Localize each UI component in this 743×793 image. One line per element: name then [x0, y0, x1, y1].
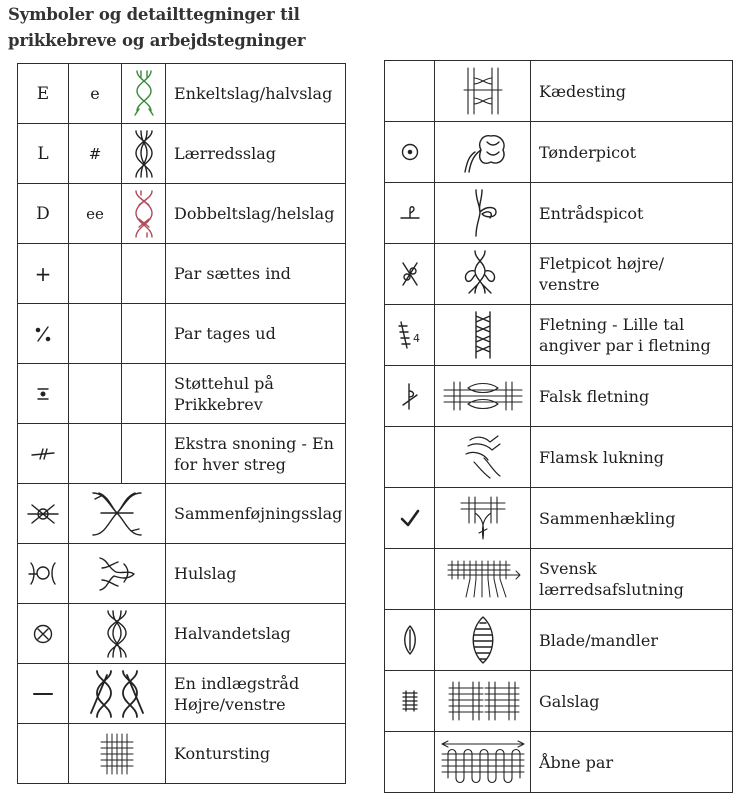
plait-picot-symbol-icon	[397, 259, 423, 289]
figure-cell	[435, 61, 531, 122]
code-cell	[18, 484, 69, 544]
swedish-cloth-finish-icon	[440, 557, 526, 601]
code-cell	[18, 664, 69, 724]
code-cell	[385, 122, 435, 183]
empty-cell	[69, 364, 122, 424]
table-row	[385, 671, 733, 732]
support-hole-icon	[35, 386, 51, 402]
empty-cell	[385, 549, 435, 610]
figure-cell	[435, 122, 531, 183]
leaf-symbol-icon	[403, 624, 417, 656]
table-row	[385, 488, 733, 549]
whole-stitch-red-icon	[131, 189, 157, 239]
empty-cell	[122, 304, 166, 364]
empty-cell	[385, 732, 435, 793]
table-row	[385, 427, 733, 488]
symbol-label: Galslag	[531, 671, 733, 732]
symbol-label: Svensk lærredsafslutning	[531, 549, 733, 610]
empty-cell	[385, 61, 435, 122]
single-thread-picot-symbol-icon	[398, 205, 422, 221]
figure-cell	[69, 724, 166, 784]
empty-cell	[69, 424, 122, 484]
extra-twist-icon	[30, 447, 56, 461]
alt-code-cell: ee	[69, 184, 122, 244]
hole-stitch-diagram-icon	[94, 554, 140, 594]
inlay-thread-diagram-icon	[87, 669, 147, 719]
title-line-2: prikkebreve og arbejdstegninger	[8, 31, 306, 50]
figure-cell	[435, 610, 531, 671]
code-cell	[18, 304, 69, 364]
figure-cell	[122, 124, 166, 184]
alt-code-cell: #	[69, 124, 122, 184]
left-symbol-table	[17, 63, 346, 784]
single-thread-picot-diagram-icon	[460, 188, 506, 238]
page-title	[8, 2, 305, 54]
figure-cell	[69, 604, 166, 664]
code-cell	[385, 305, 435, 366]
code-cell: L	[18, 124, 69, 184]
remove-pair-icon	[35, 325, 51, 343]
table-row	[18, 484, 346, 544]
symbol-label: Dobbeltslag/helslag	[166, 184, 346, 244]
table-row	[385, 61, 733, 122]
plait-symbol-icon	[395, 318, 425, 352]
symbol-label: Kontursting	[166, 724, 346, 784]
figure-cell	[122, 64, 166, 124]
table-row	[18, 304, 346, 364]
table-row	[385, 183, 733, 244]
code-cell	[385, 610, 435, 671]
code-cell	[385, 183, 435, 244]
title-line-1: Symboler og detailttegninger til	[8, 5, 300, 24]
right-symbol-table	[384, 60, 733, 793]
figure-cell	[69, 664, 166, 724]
figure-cell	[122, 184, 166, 244]
empty-cell	[18, 724, 69, 784]
false-plait-symbol-icon	[399, 381, 421, 411]
symbol-label: Falsk fletning	[531, 366, 733, 427]
symbol-label: Sammenhækling	[531, 488, 733, 549]
open-pairs-diagram-icon	[438, 738, 528, 786]
chain-stitch-icon	[460, 66, 506, 116]
flemish-closure-icon	[460, 432, 506, 482]
table-row	[385, 244, 733, 305]
code-cell: E	[18, 64, 69, 124]
check-mark-icon	[399, 508, 421, 528]
figure-cell	[69, 484, 166, 544]
alt-code-cell: e	[69, 64, 122, 124]
symbol-label: Kædesting	[531, 61, 733, 122]
code-cell	[18, 244, 69, 304]
symbol-label: Tønderpicot	[531, 122, 733, 183]
table-row	[18, 244, 346, 304]
code-cell	[385, 366, 435, 427]
false-plait-diagram-icon	[440, 376, 526, 416]
figure-cell	[435, 305, 531, 366]
symbol-label: Enkeltslag/halvslag	[166, 64, 346, 124]
figure-cell	[435, 549, 531, 610]
symbol-label: Støttehul på Prikkebrev	[166, 364, 346, 424]
barrel-picot-symbol-icon	[400, 142, 420, 162]
cloth-stitch-icon	[131, 129, 157, 179]
empty-cell	[69, 244, 122, 304]
table-row	[385, 366, 733, 427]
joining-stitch-diagram-icon	[89, 491, 145, 537]
symbol-label: Par tages ud	[166, 304, 346, 364]
code-cell	[18, 364, 69, 424]
empty-cell	[122, 424, 166, 484]
table-row	[385, 549, 733, 610]
code-cell	[385, 671, 435, 732]
figure-cell	[435, 366, 531, 427]
plait-pair-number: 4	[412, 332, 420, 345]
symbol-label: Flamsk lukning	[531, 427, 733, 488]
hole-stitch-symbol-icon	[27, 560, 59, 588]
table-row	[18, 724, 346, 784]
symbol-label: Sammenføjningsslag	[166, 484, 346, 544]
symbol-label: Halvandetslag	[166, 604, 346, 664]
inlay-thread-symbol-icon	[32, 689, 54, 699]
plait-diagram-icon	[468, 310, 498, 360]
table-row	[18, 364, 346, 424]
table-row	[385, 610, 733, 671]
table-row	[18, 604, 346, 664]
empty-cell	[122, 364, 166, 424]
code-cell	[385, 244, 435, 305]
table-row	[385, 732, 733, 793]
one-and-half-stitch-diagram-icon	[102, 609, 132, 659]
symbol-label: Åbne par	[531, 732, 733, 793]
crochet-join-diagram-icon	[455, 493, 511, 543]
table-row	[18, 664, 346, 724]
empty-cell	[385, 427, 435, 488]
symbol-label: Fletpicot højre/ venstre	[531, 244, 733, 305]
figure-cell	[435, 244, 531, 305]
code-cell	[18, 604, 69, 664]
code-cell: D	[18, 184, 69, 244]
empty-cell	[122, 244, 166, 304]
contour-stitch-icon	[97, 732, 137, 776]
figure-cell	[435, 427, 531, 488]
code-cell	[18, 424, 69, 484]
code-cell	[18, 544, 69, 604]
symbol-label: Lærredsslag	[166, 124, 346, 184]
symbol-label: En indlægstråd Højre/venstre	[166, 664, 346, 724]
half-stitch-green-icon	[131, 69, 157, 119]
figure-cell	[435, 488, 531, 549]
symbol-label: Par sættes ind	[166, 244, 346, 304]
one-and-half-stitch-symbol-icon	[32, 623, 54, 645]
plus-icon: +	[34, 261, 52, 286]
symbol-label: Blade/mandler	[531, 610, 733, 671]
figure-cell	[69, 544, 166, 604]
table-row	[385, 122, 733, 183]
table-row	[18, 184, 346, 244]
gal-stitch-diagram-icon	[445, 678, 521, 724]
gal-stitch-symbol-icon	[400, 690, 420, 712]
plait-picot-diagram-icon	[455, 249, 511, 299]
table-row	[18, 124, 346, 184]
symbol-label: Fletning - Lille tal angiver par i fletning	[531, 305, 733, 366]
table-row	[18, 64, 346, 124]
leaf-diagram-icon	[468, 615, 498, 665]
symbol-label: Entrådspicot	[531, 183, 733, 244]
table-row	[18, 424, 346, 484]
barrel-picot-diagram-icon	[455, 130, 511, 174]
symbol-label: Ekstra snoning - En for hver streg	[166, 424, 346, 484]
symbol-label: Hulslag	[166, 544, 346, 604]
table-row	[385, 305, 733, 366]
figure-cell	[435, 732, 531, 793]
joining-stitch-symbol-icon	[26, 501, 60, 527]
table-row	[18, 544, 346, 604]
empty-cell	[69, 304, 122, 364]
figure-cell	[435, 671, 531, 732]
figure-cell	[435, 183, 531, 244]
code-cell	[385, 488, 435, 549]
